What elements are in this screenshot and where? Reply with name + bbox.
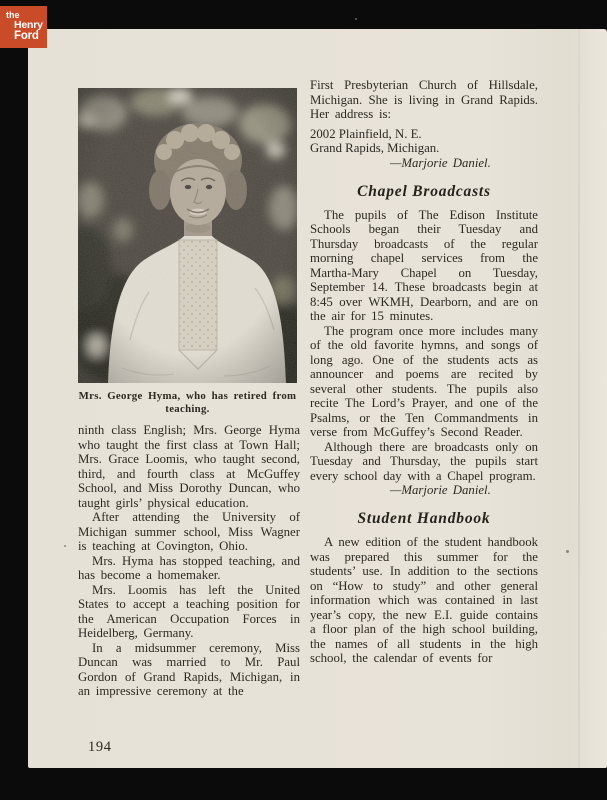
paragraph: The program once more includes many of the old favorite hymns, and songs of long ago. One of the students acts as announcer and poems are recited by several other students. The pupils also recite The Lord’s Prayer, and one of the Psalms, or the Ten Commandments in verse from McGuffey’s Second Reader. [310,323,538,440]
paragraph: ninth class English; Mrs. George Hyma who taught the first class at Town Hall; Mrs. Grace Loomis, who taught second, third, and fourth class at McGuffey School, and Miss Dorothy Duncan, who taught girls’ physical education. [78,423,300,510]
logo-text-henry: Henry [14,19,43,31]
byline: —Marjorie Daniel. [390,483,491,498]
dust-speck [64,545,66,547]
dust-speck [566,550,569,553]
paragraph: The pupils of The Edison Institute Schools began their Tuesday and Thursday broadcasts of the regular morning chapel services from the Martha-Mary Chapel on Tuesday, September 14. These broadcasts begin at 8:45 over WKMH, Dearborn, and are on the air for 15 minutes. [310,207,538,324]
address-line: 2002 Plainfield, N. E. [310,126,422,141]
section-heading-chapel-broadcasts: Chapel Broadcasts [357,182,491,200]
paragraph: Although there are broadcasts only on Tuesday and Thursday, the pupils start every school day with a Chapel program. [310,439,538,483]
page-fold-line [578,29,580,768]
paragraph: After attending the University of Michigan summer school, Miss Wagner is teaching at Covington, Ohio. [78,510,300,553]
dust-speck [355,18,357,20]
address-block [310,127,538,156]
logo-text-ford: Ford [14,29,39,42]
logo-text-the: the [6,10,20,20]
address-line: Grand Rapids, Michigan. [310,141,440,156]
section-heading-student-handbook: Student Handbook [357,510,491,528]
portrait-figure [78,88,297,416]
paragraph: First Presbyterian Church of Hillsdale, Michigan. She is living in Grand Rapids. Her address is: [310,78,538,121]
paragraph: Mrs. Loomis has left the United States to accept a teaching position for the American Occupation Forces in Heidelberg, Germany. [78,582,300,640]
page-number: 194 [88,739,112,755]
right-column [310,78,538,666]
paragraph: In a midsummer ceremony, Miss Duncan was married to Mr. Paul Gordon of Grand Rapids, Michigan, in an impressive ceremony at the [78,640,300,698]
byline: —Marjorie Daniel. [390,155,491,170]
magazine-page [28,29,607,768]
portrait-photo [78,88,297,383]
photo-caption: Mrs. George Hyma, who has retired from teaching. [78,390,297,415]
paragraph: A new edition of the student handbook was prepared this summer for the students’ use. In addition to the sections on “How to study” and other general information which was contained in last year’s copy, the new E.I. guide contains a floor plan of the high school building, the names of all students in the high school, the calendar of events for [310,535,538,666]
paragraph: Mrs. Hyma has stopped teaching, and has become a homemaker. [78,553,300,582]
left-column [78,423,300,699]
henry-ford-logo [0,6,47,48]
